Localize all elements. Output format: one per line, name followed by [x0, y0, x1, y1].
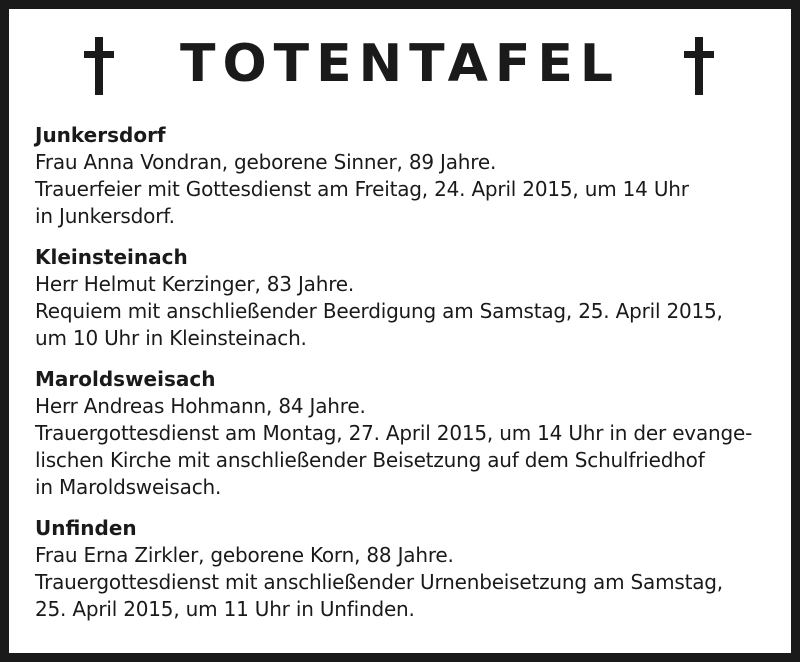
entry-junkersdorf — [35, 122, 775, 230]
entry-line: Frau Anna Vondran, geborene Sinner, 89 Jahre. — [35, 150, 497, 174]
entry-place: Maroldsweisach — [35, 367, 216, 391]
entry-place: Unfinden — [35, 516, 137, 540]
entry-line: Herr Andreas Hohmann, 84 Jahre. — [35, 394, 366, 418]
entry-line: in Maroldsweisach. — [35, 475, 222, 499]
entry-line: um 10 Uhr in Kleinsteinach. — [35, 326, 307, 350]
header — [9, 34, 791, 99]
cross-right-horizontal — [684, 51, 714, 58]
entry-line: lischen Kirche mit anschließender Beisetzung auf dem Schulfriedhof — [35, 448, 705, 472]
entry-place: Junkersdorf — [35, 123, 166, 147]
entry-line: Trauerfeier mit Gottesdienst am Freitag, 24. April 2015, um 14 Uhr — [35, 177, 689, 201]
entry-maroldsweisach — [35, 366, 775, 501]
entry-line: Requiem mit anschließender Beerdigung am Samstag, 25. April 2015, — [35, 299, 723, 323]
entry-line: Trauergottesdienst mit anschließender Urnenbeisetzung am Samstag, — [35, 570, 723, 594]
entry-line: 25. April 2015, um 11 Uhr in Unfinden. — [35, 597, 415, 621]
entry-line: Trauergottesdienst am Montag, 27. April 2015, um 14 Uhr in der evange- — [35, 421, 753, 445]
entry-line: Herr Helmut Kerzinger, 83 Jahre. — [35, 272, 355, 296]
entry-kleinsteinach — [35, 244, 775, 352]
cross-right-vertical — [695, 37, 703, 95]
obituary-list — [35, 122, 775, 637]
entry-line: in Junkersdorf. — [35, 204, 175, 228]
entry-place: Kleinsteinach — [35, 245, 188, 269]
page-title: TOTENTAFEL — [179, 34, 621, 94]
cross-right-icon — [684, 37, 714, 95]
entry-line: Frau Erna Zirkler, geborene Korn, 88 Jahre. — [35, 543, 454, 567]
entry-unfinden — [35, 515, 775, 623]
